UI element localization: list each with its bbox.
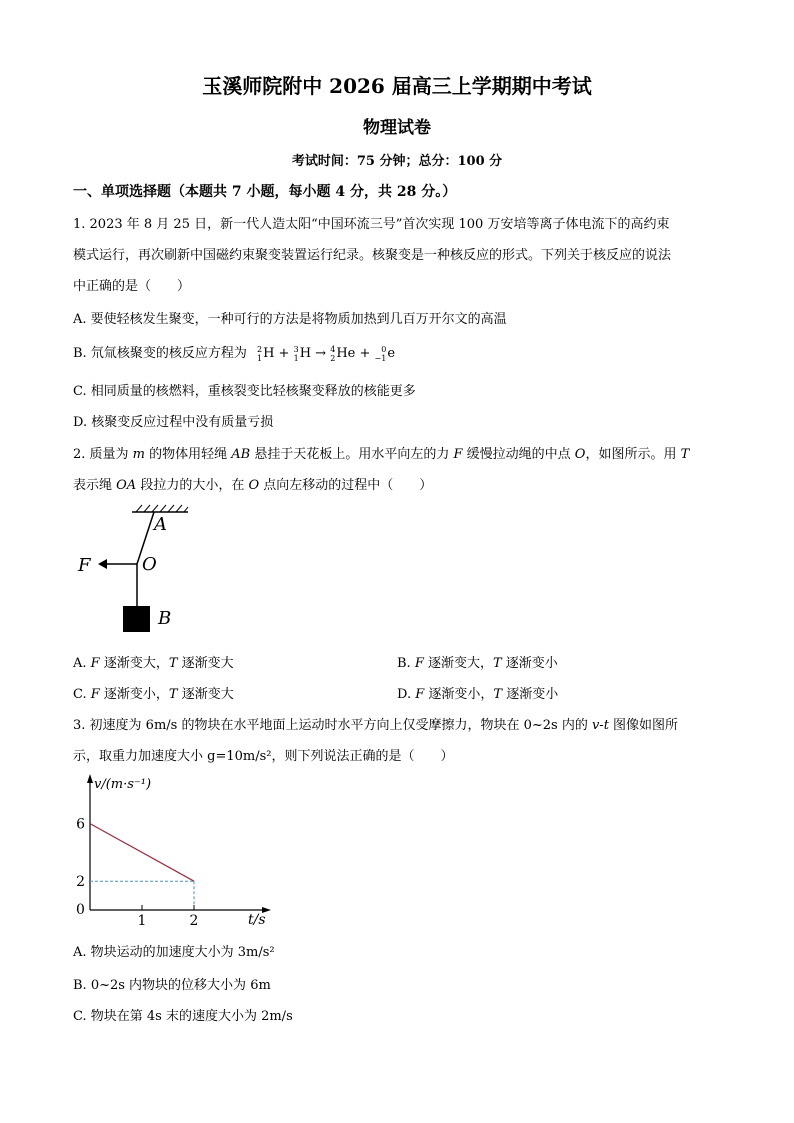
q2-option-a: A. F 逐渐变大，T 逐渐变大 [73, 656, 234, 671]
q2-option-c: C. F 逐渐变小，T 逐渐变大 [73, 687, 234, 702]
q2-force-diagram [70, 500, 200, 640]
y-axis-arrow [87, 774, 93, 783]
q1-stem-line3: 中正确的是（ ） [73, 279, 191, 294]
q2-stem-line1: 2. 质量为 m 的物体用轻绳 AB 悬挂于天花板上。用水平向左的力 F 缓慢拉动绳的中点 O，如图所示。用 T [73, 447, 690, 462]
origin-label: 0 [76, 902, 85, 918]
q3-option-a: A. 物块运动的加速度大小为 3m/s² [73, 945, 275, 960]
x-axis-label: t/s [248, 912, 266, 928]
q3-stem-line2: 示，取重力加速度大小 g=10m/s²，则下列说法正确的是（ ） [73, 749, 454, 764]
label-a: A [154, 514, 167, 535]
y-axis-label: v/(m·s⁻¹) [94, 777, 152, 792]
q3-option-b: B. 0~2s 内物块的位移大小为 6m [73, 978, 271, 993]
q1-option-b-text: B. 氘氚核聚变的核反应方程为 [73, 346, 247, 361]
block-b [123, 606, 150, 632]
q3-option-c: C. 物块在第 4s 末的速度大小为 2m/s [73, 1009, 293, 1024]
q2-option-b: B. F 逐渐变大，T 逐渐变小 [397, 656, 558, 671]
series-line [90, 824, 194, 882]
x-tick-label-2: 2 [189, 913, 199, 929]
label-b: B [158, 608, 172, 629]
q1-option-a: A. 要使轻核发生聚变，一种可行的方法是将物质加热到几百万开尔文的高温 [73, 312, 507, 327]
q1-option-c: C. 相同质量的核燃料，重核裂变比轻核聚变释放的核能更多 [73, 384, 416, 399]
q1-option-d: D. 核聚变反应过程中没有质量亏损 [73, 415, 274, 430]
q1-stem-line1: 1. 2023 年 8 月 25 日，新一代人造太阳“中国环流三号”首次实现 100 万安培等离子体电流下的高约束 [73, 217, 670, 232]
x-tick-label-1: 1 [137, 913, 147, 929]
y-tick-label-6: 6 [76, 816, 85, 833]
page-title: 玉溪师院附中 2026 届高三上学期期中考试 [202, 74, 592, 98]
vt-chart [70, 772, 280, 932]
q2-stem-line2: 表示绳 OA 段拉力的大小，在 O 点向左移动的过程中（ ） [73, 478, 433, 493]
q2-option-d: D. F 逐渐变小，T 逐渐变小 [397, 687, 559, 702]
y-tick-label-2: 2 [76, 874, 85, 891]
label-f: F [78, 555, 91, 576]
q1-stem-line2: 模式运行，再次刷新中国磁约束聚变装置运行纪录。核聚变是一种核反应的形式。下列关于核反应的说法 [73, 248, 672, 263]
nuclear-equation: 2 1 H + 3 1 H → 4 2 He + 0 −1 e [256, 344, 396, 363]
force-arrow-head [98, 559, 107, 569]
label-o: O [142, 554, 157, 575]
ceiling-hatching [136, 505, 188, 512]
exam-info: 考试时间：75 分钟；总分：100 分 [291, 154, 503, 169]
section-heading: 一、单项选择题（本题共 7 小题，每小题 4 分，共 28 分。） [73, 184, 457, 200]
page-subtitle: 物理试卷 [363, 118, 431, 138]
q3-stem-line1: 3. 初速度为 6m/s 的物块在水平地面上运动时水平方向上仅受摩擦力，物块在 0~2s 内的 v-t 图像如图所 [73, 718, 679, 733]
q1-option-b [73, 342, 395, 363]
